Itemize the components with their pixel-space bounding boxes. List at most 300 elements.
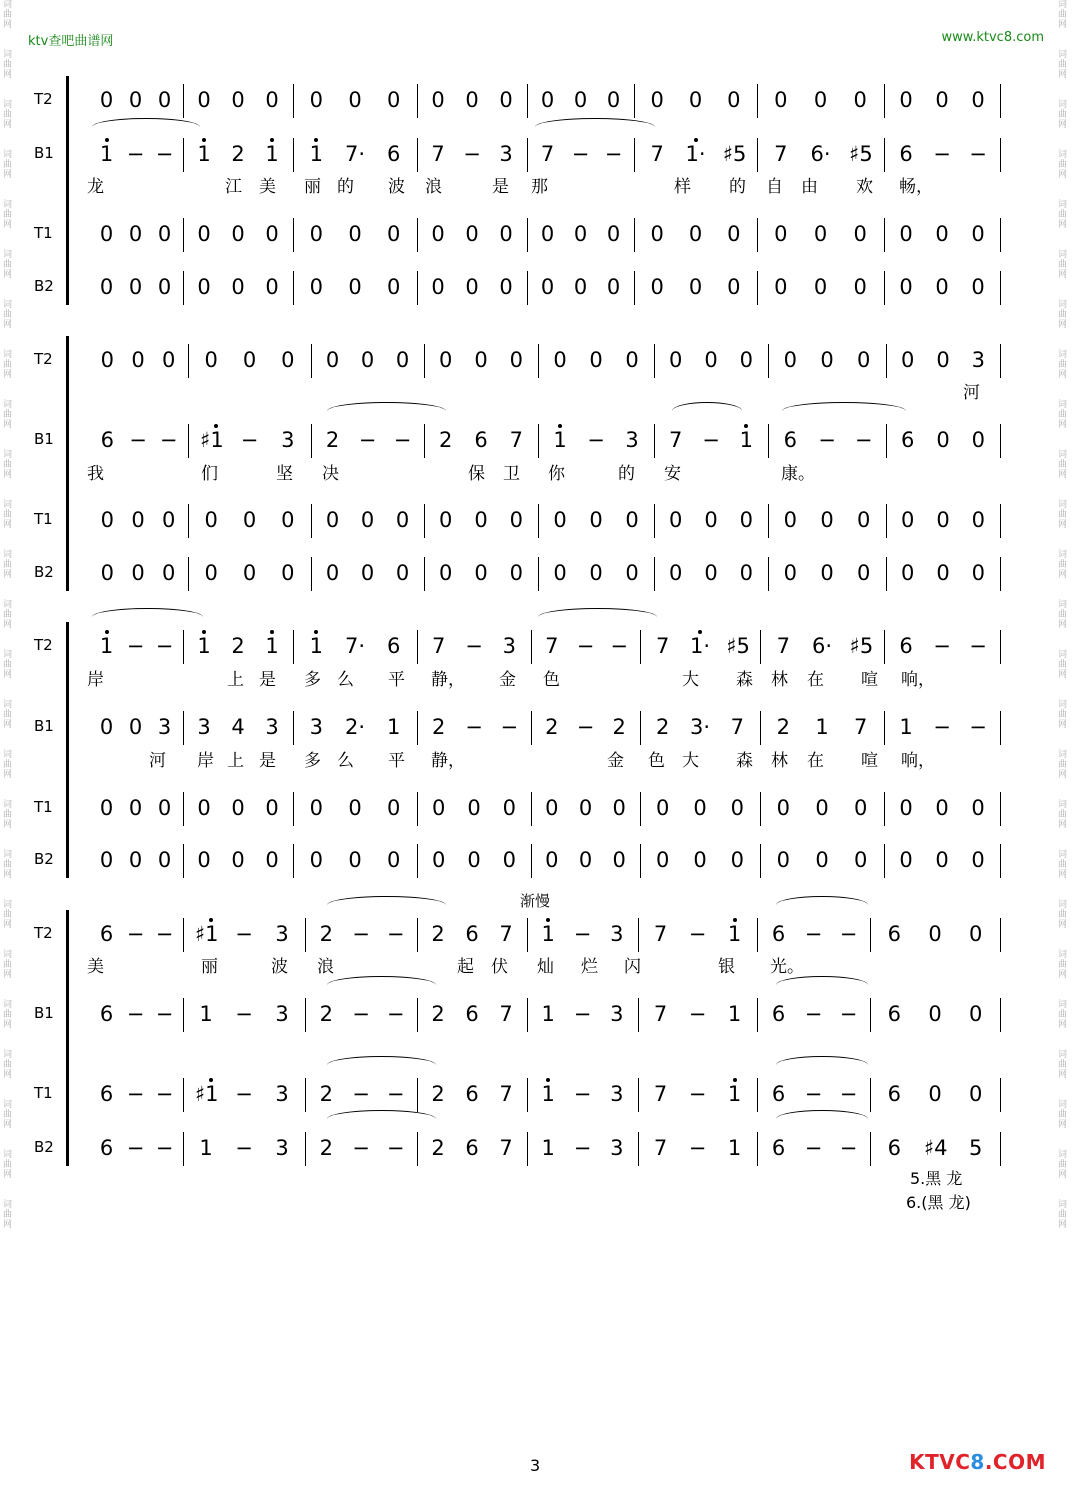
note: 0 [231, 222, 245, 246]
note: 0 [936, 561, 950, 585]
barline [884, 630, 885, 664]
note: 0 [509, 508, 524, 532]
lyric-b1: 上 [227, 751, 244, 771]
note: 0 [438, 508, 453, 532]
note: − [386, 1082, 405, 1106]
note: 1 [727, 922, 742, 946]
octave-dot [558, 424, 562, 428]
watermark-right: 词 曲 网 词 曲 网 词 曲 网 词 曲 网 词 曲 网 词 曲 网 词 曲 网 词 曲 网 词 曲 网 词 曲 网 词 曲 网 词 曲 网 词 曲 网 词 曲 网 词 曲 网 词 曲 网 词 曲 网 词 曲 网 词 曲 网 词 曲 网 词 曲 网 词 曲 网 词 曲 网 词 曲 网 词 曲 网 [1058, 0, 1068, 1230]
note: ♯5 [849, 634, 874, 658]
lyric-b1: 卫 [503, 464, 520, 484]
barline [311, 557, 312, 591]
barline [183, 998, 184, 1032]
note: 2 [319, 922, 334, 946]
note: 1 [739, 428, 754, 452]
note: 0 [668, 348, 683, 372]
system-bracket [66, 76, 73, 305]
lyric-b1: 你 [548, 464, 565, 484]
site-logo [909, 1450, 1046, 1474]
note: 0 [813, 275, 828, 299]
note: 0 [573, 275, 588, 299]
barline [293, 630, 294, 664]
note: 7· [344, 634, 366, 658]
note: − [573, 1082, 592, 1106]
note: 0 [971, 508, 986, 532]
barline [1000, 557, 1001, 591]
note: 0 [606, 88, 621, 112]
note: 0 [309, 88, 324, 112]
note: 0 [131, 561, 145, 585]
note: 0 [157, 275, 172, 299]
note: 0 [968, 1002, 983, 1026]
note: 0 [395, 348, 410, 372]
note: − [126, 1082, 145, 1106]
note: 3 [275, 922, 289, 946]
barline [293, 271, 294, 305]
note: 0 [688, 222, 703, 246]
barline [424, 344, 425, 378]
note: − [235, 922, 253, 946]
note: 0 [935, 88, 949, 112]
note: 0 [820, 508, 834, 532]
barline [183, 711, 184, 745]
lyric-t2: 伏 [491, 957, 508, 977]
lyric-b1: 岸 [197, 751, 214, 771]
barline [1000, 844, 1001, 878]
tie-arc [327, 1056, 436, 1065]
note: 0 [853, 222, 867, 246]
lyric-b1: 美 [259, 177, 276, 197]
octave-dot [698, 630, 702, 634]
note: 6 [887, 1002, 902, 1026]
note: ♯1 [195, 1082, 219, 1106]
tie-arc [92, 118, 200, 127]
note: 7 [509, 428, 524, 452]
note: 0 [128, 796, 143, 820]
barline [417, 998, 418, 1032]
barline [768, 424, 769, 458]
note: 0 [465, 88, 479, 112]
note: 0 [265, 275, 279, 299]
barline [638, 1132, 639, 1166]
note: 5 [968, 1136, 983, 1160]
note: 0 [309, 796, 324, 820]
barline [757, 998, 758, 1032]
note: 0 [971, 561, 986, 585]
staff-label-t1: T1 [34, 798, 53, 816]
lyric-t2: 闪 [624, 957, 641, 977]
note: 0 [971, 796, 985, 820]
note: − [126, 634, 145, 658]
note: 0 [783, 561, 798, 585]
note: − [839, 922, 858, 946]
note: 0 [813, 88, 828, 112]
note: 6 [465, 1082, 479, 1106]
barline [424, 424, 425, 458]
site-name-left: ktv查吧曲谱网 [28, 34, 114, 49]
barline [870, 1078, 871, 1112]
barline [760, 792, 761, 826]
barline [1000, 630, 1001, 664]
note: − [465, 634, 483, 658]
note: 7 [653, 1136, 668, 1160]
note: 0 [131, 348, 145, 372]
note: 2 [231, 142, 245, 166]
note: 3 [275, 1082, 289, 1106]
note: 0 [502, 796, 517, 820]
note: 7 [540, 142, 555, 166]
note: − [839, 1082, 858, 1106]
lyric-t2: 烂 [581, 957, 598, 977]
note: 1 [197, 142, 211, 166]
note: 0 [853, 848, 868, 872]
barline [531, 844, 532, 878]
barline [640, 792, 641, 826]
note: 0 [612, 848, 626, 872]
note: 1 [386, 715, 401, 739]
note: 0 [900, 508, 915, 532]
note: 1 [541, 1082, 555, 1106]
note: 1· [689, 634, 711, 658]
note: 0 [348, 848, 362, 872]
staff-label-t2: T2 [34, 924, 53, 942]
barline [1000, 138, 1001, 172]
barline [417, 711, 418, 745]
lyric-b1: 喧 [861, 751, 878, 771]
note: 0 [204, 348, 218, 372]
note: 3 [275, 1002, 289, 1026]
barline [293, 218, 294, 252]
barline [757, 84, 758, 118]
note: 0 [281, 348, 295, 372]
note: 7 [653, 1082, 668, 1106]
note: 2 [431, 1002, 445, 1026]
barline [1000, 424, 1001, 458]
barline [527, 998, 528, 1032]
note: 3 [309, 715, 324, 739]
barline [768, 344, 769, 378]
note: ♯5 [726, 634, 750, 658]
note: 0 [625, 348, 639, 372]
barline [870, 918, 871, 952]
note: 1 [99, 142, 114, 166]
note: 2 [431, 1136, 445, 1160]
barline [640, 711, 641, 745]
note: − [933, 142, 951, 166]
note: 0 [161, 348, 176, 372]
octave-dot [270, 630, 274, 634]
barline [538, 344, 539, 378]
note: 0 [968, 1082, 983, 1106]
note: 3 [197, 715, 211, 739]
note: − [804, 1082, 823, 1106]
note: 2 [612, 715, 626, 739]
note: 0 [704, 508, 718, 532]
note: 1 [727, 1082, 742, 1106]
note: 0 [936, 428, 950, 452]
note: 7 [853, 715, 868, 739]
lyric-b1: 那 [531, 177, 548, 197]
note: 0 [197, 848, 211, 872]
note: 7 [499, 1002, 513, 1026]
note: − [804, 1136, 823, 1160]
octave-dot [209, 1078, 213, 1082]
lyric-b1: 的 [618, 464, 635, 484]
staff-label-t1: T1 [34, 224, 53, 242]
note: 3 [625, 428, 639, 452]
note: 0 [204, 561, 218, 585]
note: 0 [820, 348, 834, 372]
note: 0 [231, 848, 245, 872]
barline [638, 918, 639, 952]
note: 0 [776, 848, 791, 872]
barline [870, 998, 871, 1032]
note: − [352, 922, 370, 946]
note: 6 [99, 1002, 114, 1026]
note: − [352, 1082, 370, 1106]
lyric-t2: 响， [901, 670, 935, 690]
barline [293, 711, 294, 745]
note: 0 [197, 275, 211, 299]
note: 0 [386, 275, 401, 299]
lyric-b1: 丽 [304, 177, 321, 197]
note: − [839, 1136, 858, 1160]
barline [760, 844, 761, 878]
note: 0 [128, 88, 143, 112]
lyric-b1: 的 [729, 177, 746, 197]
note: 1 [727, 1136, 742, 1160]
note: 6 [900, 428, 915, 452]
staff-label-t2: T2 [34, 90, 53, 108]
note: 1 [265, 142, 279, 166]
note: 0 [509, 348, 524, 372]
barline [538, 504, 539, 538]
note: 0 [774, 88, 788, 112]
barline [531, 630, 532, 664]
logo-part-1: KTVC [909, 1450, 971, 1474]
note: 7 [499, 1082, 513, 1106]
note: − [386, 1002, 405, 1026]
octave-dot [105, 630, 109, 634]
barline [654, 424, 655, 458]
barline [311, 344, 312, 378]
note: 0 [971, 275, 985, 299]
lyric-t2: 上 [227, 670, 244, 690]
note: 0 [128, 222, 143, 246]
note: 0 [693, 848, 707, 872]
note: 0 [465, 275, 479, 299]
barline [311, 504, 312, 538]
barline [884, 792, 885, 826]
lyric-t2: 河 [963, 383, 980, 403]
note: 6 [771, 1136, 786, 1160]
note: 0 [545, 796, 559, 820]
note: 0 [774, 275, 788, 299]
note: 0 [935, 275, 949, 299]
note: 6 [465, 1002, 479, 1026]
note: 0 [655, 848, 670, 872]
note: 0 [204, 508, 218, 532]
lyric-b1: 林 [771, 751, 788, 771]
note: 0 [693, 796, 707, 820]
note: 0 [668, 561, 683, 585]
lyric-b1: 畅， [899, 177, 933, 197]
tie-arc [327, 976, 436, 985]
note: 0 [815, 796, 829, 820]
note: 0 [197, 88, 211, 112]
note: 0 [688, 275, 703, 299]
tie-arc [538, 608, 657, 617]
barline [654, 344, 655, 378]
lyric-t2: 灿 [537, 957, 554, 977]
note: 0 [499, 275, 513, 299]
note: − [393, 428, 412, 452]
note: 7 [650, 142, 664, 166]
note: 0 [467, 848, 481, 872]
note: 0 [936, 508, 950, 532]
staff-label-b1: B1 [34, 430, 54, 448]
note: 0 [100, 561, 115, 585]
note: − [465, 715, 483, 739]
octave-dot [105, 138, 109, 142]
tie-arc [535, 118, 655, 127]
barline [527, 218, 528, 252]
staff-label-b2: B2 [34, 850, 54, 868]
barline [638, 1078, 639, 1112]
note: 0 [589, 508, 603, 532]
barline [870, 1132, 871, 1166]
lyric-t2: 金 [499, 670, 516, 690]
staff-label-b2: B2 [34, 563, 54, 581]
note: 0 [899, 222, 913, 246]
lyric-b1: 康。 [781, 464, 815, 484]
note: 0 [650, 222, 664, 246]
barline [757, 1078, 758, 1112]
barline [424, 557, 425, 591]
note: 0 [935, 796, 949, 820]
barline [1000, 1132, 1001, 1166]
octave-dot [733, 918, 737, 922]
staff-label-b2: B2 [34, 277, 54, 295]
barline [531, 792, 532, 826]
tie-arc [92, 608, 203, 617]
note: 0 [499, 88, 513, 112]
note: − [155, 142, 174, 166]
barline [183, 138, 184, 172]
note: 2 [319, 1136, 334, 1160]
note: 1 [553, 428, 567, 452]
note: 0 [668, 508, 683, 532]
note: 0 [474, 561, 488, 585]
barline [188, 504, 189, 538]
note: 3 [157, 715, 172, 739]
note: − [969, 715, 987, 739]
barline [417, 630, 418, 664]
lyric-t2: 银 [718, 957, 735, 977]
barline [417, 218, 418, 252]
barline [417, 1078, 418, 1112]
note: 2· [344, 715, 366, 739]
lyric-b1: 保 [468, 464, 485, 484]
note: 0 [936, 348, 950, 372]
note: 0 [545, 848, 559, 872]
note: 0 [971, 428, 986, 452]
logo-part-2: 8 [970, 1450, 985, 1474]
note: 7 [653, 922, 668, 946]
note: − [235, 1136, 253, 1160]
note: 0 [928, 1002, 942, 1026]
note: 0 [899, 88, 913, 112]
note: 0 [386, 848, 401, 872]
note: 1 [265, 634, 279, 658]
tie-arc [776, 896, 868, 905]
note: − [126, 1136, 145, 1160]
lyric-b1: 样 [674, 177, 691, 197]
staff-label-b1: B1 [34, 1004, 54, 1022]
barline [188, 424, 189, 458]
lyric-t2: 在 [807, 670, 824, 690]
note: 0 [727, 275, 741, 299]
note: − [804, 922, 823, 946]
note: − [126, 922, 145, 946]
barline [188, 344, 189, 378]
note: 7 [668, 428, 683, 452]
note: 0 [971, 88, 985, 112]
barline [527, 1078, 528, 1112]
barline [311, 424, 312, 458]
barline [634, 84, 635, 118]
note: 3 [275, 1136, 289, 1160]
note: 0 [431, 796, 446, 820]
barline [188, 557, 189, 591]
note: ♯5 [849, 142, 873, 166]
note: 0 [265, 88, 279, 112]
note: 0 [157, 222, 172, 246]
note: 0 [650, 275, 664, 299]
note: 3 [265, 715, 279, 739]
note: 6 [465, 1136, 479, 1160]
note: 0 [540, 88, 555, 112]
barline [634, 138, 635, 172]
note: − [688, 1002, 707, 1026]
note: 0 [727, 222, 741, 246]
note: 0 [928, 922, 942, 946]
note: 7 [545, 634, 559, 658]
note: 0 [431, 222, 445, 246]
note: 0 [99, 848, 114, 872]
note: 0 [438, 348, 453, 372]
note: 0 [606, 222, 621, 246]
note: 0 [899, 848, 913, 872]
note: 6 [100, 428, 115, 452]
note: 0 [265, 848, 279, 872]
barline [417, 271, 418, 305]
lyric-t2: 色 [543, 670, 560, 690]
barline [884, 844, 885, 878]
note: ♯1 [195, 922, 219, 946]
barline [183, 918, 184, 952]
note: 0 [655, 796, 670, 820]
site-url-right[interactable]: www.ktvc8.com [941, 30, 1044, 45]
barline [293, 138, 294, 172]
lyric-b1: 安 [664, 464, 681, 484]
note: − [129, 428, 147, 452]
note: 0 [231, 275, 245, 299]
lyric-b1: 河 [149, 751, 166, 771]
note: 0 [971, 222, 985, 246]
note: 2 [431, 1082, 445, 1106]
note: 0 [161, 508, 176, 532]
